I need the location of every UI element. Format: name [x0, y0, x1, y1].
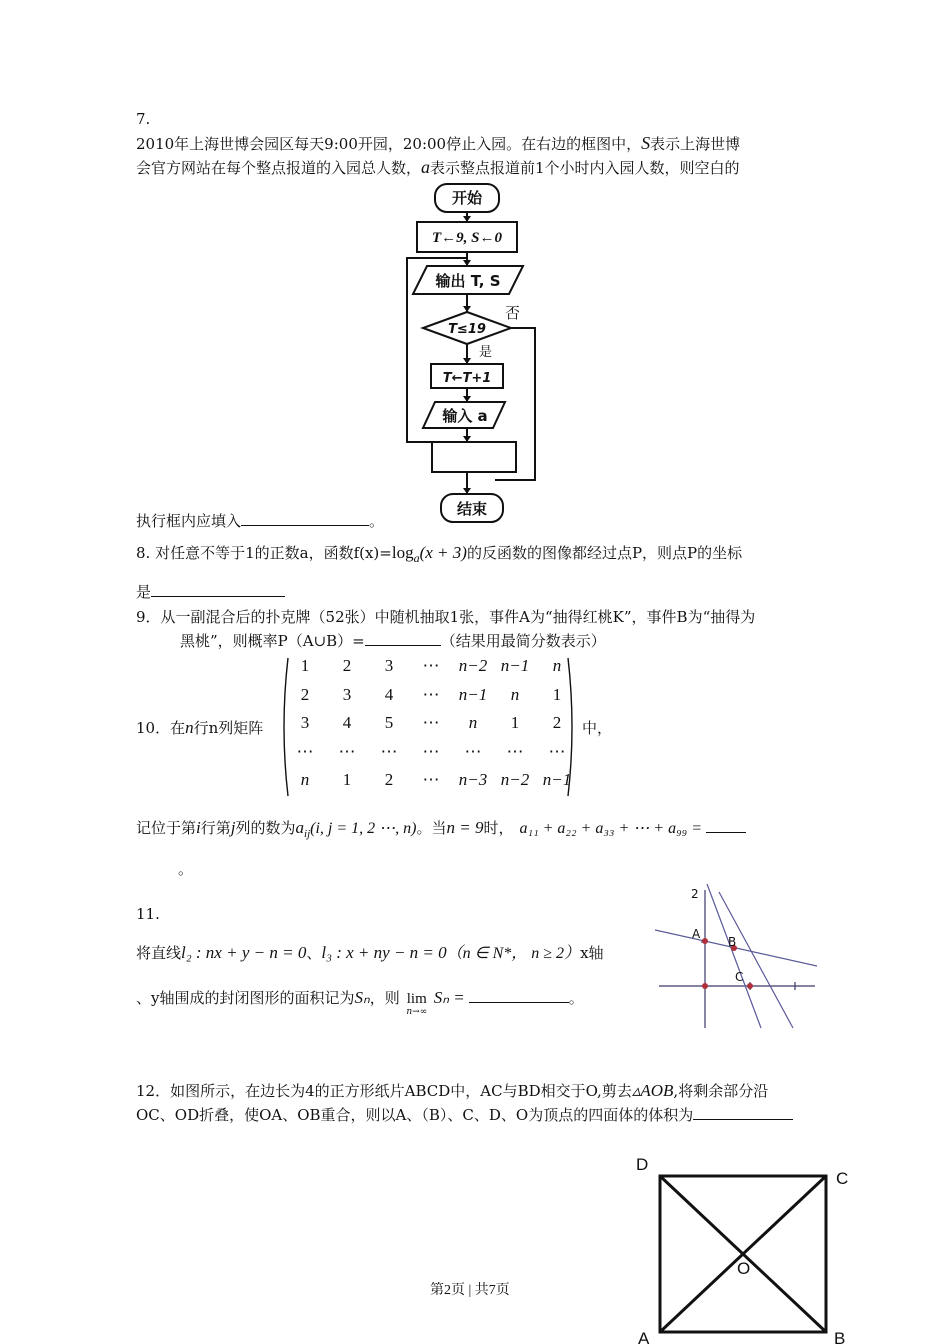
q11-line1a-text: 将直线 — [136, 944, 182, 962]
q7-line3-end: 。 — [369, 512, 385, 530]
flow-blank-box — [432, 442, 516, 472]
q10-var-j: j — [230, 818, 236, 837]
matrix-cell-r3-c7: 2 — [552, 713, 562, 732]
page-footer: 第2页 | 共7页 — [430, 1283, 510, 1298]
matrix-cell-r5-c3: 2 — [384, 770, 394, 789]
flow-no-label: 否 — [505, 304, 521, 322]
q10-line3: 。 — [178, 860, 194, 878]
flow-increment-label: T←T+1 — [442, 371, 492, 386]
flow-end-label: 结束 — [456, 500, 488, 518]
matrix-cell-r5-c1: n — [300, 770, 310, 789]
q7-var-s: S — [641, 133, 651, 153]
q11-line2c-text: 。 — [568, 989, 584, 1007]
q10-var-i: i — [196, 818, 201, 837]
q12-answer-blank[interactable] — [693, 1118, 793, 1120]
q8-answer-blank[interactable] — [151, 595, 285, 597]
q12-line2 — [136, 1104, 793, 1125]
flow-init-label: T←9, S←0 — [431, 230, 503, 246]
matrix-cell-r5-c7: n−1 — [542, 770, 572, 789]
q9-line2a-text: 黑桃”，则概率P（A∪B）= — [180, 632, 365, 650]
q10-line2e-text: 时， — [483, 819, 514, 837]
q10-matrix — [278, 654, 578, 800]
matrix-cell-r1-c7: n — [552, 656, 562, 675]
q11-line1 — [136, 940, 604, 963]
q10-line2b-text: 行第 — [200, 819, 231, 837]
matrix-cell-r1-c5: n−2 — [458, 656, 488, 675]
q8-log-arg: (x + 3) — [419, 543, 467, 562]
q8-line1 — [136, 542, 742, 566]
matrix-cell-r5-c6: n−2 — [500, 770, 530, 789]
q7-line1 — [136, 133, 740, 154]
flow-start-label: 开始 — [451, 189, 483, 207]
matrix-cell-r3-c4: ⋯ — [422, 713, 440, 732]
q10-answer-blank[interactable] — [706, 831, 746, 833]
q7-line1-text: 2010年上海世博会园区每天9:00开园，20:00停止入园。在右边的框图中， — [136, 135, 642, 153]
matrix-cell-r2-c6: n — [510, 684, 520, 704]
matrix-cell-r4-c5: ⋯ — [464, 741, 482, 761]
matrix-cell-r4-c1: ⋯ — [296, 741, 314, 761]
matrix-cell-r2-c4: ⋯ — [422, 684, 440, 704]
q8-log-base: a — [413, 551, 420, 565]
q11-line2 — [136, 987, 584, 1017]
q9-answer-blank[interactable] — [365, 644, 441, 646]
q10-suffix: 中， — [582, 719, 613, 737]
flow-output-label: 输出 T, S — [435, 272, 501, 290]
matrix-cell-r4-c3: ⋯ — [380, 741, 398, 761]
q12-figure — [630, 1150, 860, 1344]
matrix-cell-r3-c6: 1 — [510, 713, 520, 732]
q7-number: 7. — [136, 110, 151, 128]
q10-line2d-text: 。当 — [416, 819, 447, 837]
q10-prefix — [136, 717, 263, 738]
graph-label-a: A — [692, 927, 701, 941]
q8-line2-text: 是 — [136, 583, 152, 601]
flowchart — [395, 178, 555, 530]
q9-line2b-text: （结果用最简分数表示） — [440, 632, 606, 650]
matrix-cell-r1-c2: 2 — [342, 656, 352, 675]
q11-line1b-text: x轴 — [580, 944, 604, 962]
matrix-cell-r3-c1: 3 — [300, 713, 310, 732]
matrix-cell-r2-c1: 2 — [300, 684, 310, 704]
q10-aij-args: (i, j = 1, 2 ⋯, n) — [310, 820, 417, 837]
q12-line2-text: OC、OD折叠，使OA、OB重合，则以A、（B）、C、D、O为顶点的四面体的体积为 — [136, 1106, 694, 1124]
flow-condition-label: T≤19 — [448, 322, 486, 337]
q11-line2b-text: ，则 — [369, 989, 400, 1007]
q9-line2 — [180, 630, 606, 651]
q12-triangle: ▵AOB — [631, 1081, 674, 1100]
q11-graph — [655, 882, 817, 1030]
q10-line2 — [136, 817, 746, 840]
q11-l2: l₂ : nx + y − n = 0 — [181, 943, 307, 962]
q10-var-n: n — [185, 718, 194, 737]
matrix-cell-r3-c2: 4 — [342, 713, 352, 732]
q8-line2 — [136, 581, 285, 602]
matrix-cell-r3-c3: 5 — [384, 713, 394, 732]
graph-label-c: C — [735, 970, 744, 984]
q10-prefix-a: 10．在 — [136, 719, 186, 737]
matrix-cell-r1-c6: n−1 — [500, 656, 530, 675]
q11-number: 11. — [136, 905, 160, 923]
graph-label-2: 2 — [691, 887, 699, 901]
figure-label-d: D — [636, 1155, 649, 1174]
matrix-cell-r2-c7: 1 — [552, 684, 562, 704]
matrix-cell-r5-c4: ⋯ — [422, 770, 440, 789]
matrix-cell-r1-c1: 1 — [300, 656, 310, 675]
matrix-cell-r5-c5: n−3 — [458, 770, 488, 789]
q7-line2b-text: 表示整点报道前1个小时内入园人数，则空白的 — [430, 159, 740, 177]
flow-input-label: 输入 a — [442, 407, 488, 425]
q8-line1a-text: 8. 对任意不等于1的正数a，函数f(x)= — [136, 544, 392, 562]
q7-line3-text: 执行框内应填入 — [136, 512, 242, 530]
q11-sep: 、 — [306, 944, 322, 962]
matrix-cell-r2-c2: 3 — [342, 684, 352, 704]
q12-line1b-text: ,将剩余部分沿 — [673, 1082, 769, 1100]
matrix-cell-r5-c2: 1 — [342, 770, 352, 789]
matrix-cell-r1-c4: ⋯ — [422, 656, 440, 675]
q10-prefix-b: 行n列矩阵 — [193, 719, 264, 737]
q7-line2a-text: 会官方网站在每个整点报道的入园总人数， — [136, 159, 422, 177]
q8-log: log — [391, 543, 414, 562]
q12-line1 — [136, 1080, 768, 1101]
q10-line2a-text: 记位于第 — [136, 819, 197, 837]
matrix-cell-r4-c7: ⋯ — [548, 741, 566, 761]
q9-line1: 9．从一副混合后的扑克牌（52张）中随机抽取1张，事件A为“抽得红桃K”，事件B为“抽得为 — [136, 608, 756, 626]
figure-label-c: C — [836, 1169, 849, 1188]
q11-cond: （n ∈ N*， n ≥ 2） — [446, 945, 581, 962]
matrix-cell-r2-c5: n−1 — [458, 684, 488, 704]
figure-label-a: A — [638, 1329, 650, 1344]
matrix-cell-r3-c5: n — [468, 713, 478, 732]
matrix-cell-r4-c2: ⋯ — [338, 741, 356, 761]
q11-lim-sn: Sₙ = — [433, 988, 465, 1007]
q10-aij-sub: ij — [304, 828, 311, 840]
q7-line1b-text: 表示上海世博 — [650, 135, 741, 153]
q7-line3 — [136, 510, 384, 531]
matrix-cell-r1-c3: 3 — [384, 656, 394, 675]
matrix-cell-r2-c3: 4 — [384, 684, 394, 704]
q10-aij: a — [295, 818, 305, 837]
q10-sum: a₁₁ + a₂₂ + a₃₃ + ⋯ + a₉₉ = — [519, 820, 702, 837]
q8-line1b-text: 的反函数的图像都经过点P，则点P的坐标 — [466, 544, 743, 562]
matrix-cell-r4-c6: ⋯ — [506, 741, 524, 761]
q11-answer-blank[interactable] — [469, 1001, 569, 1003]
graph-label-b: B — [728, 935, 737, 949]
flow-yes-label: 是 — [479, 345, 493, 360]
q11-lim: lim — [406, 991, 427, 1007]
q7-line2 — [136, 157, 740, 178]
graph-point-origin — [702, 983, 708, 989]
figure-label-b: B — [834, 1329, 846, 1344]
q11-line2a-text: 、y轴围成的封闭图形的面积记为 — [136, 989, 355, 1007]
q12-line1a-text: 12．如图所示，在边长为4的正方形纸片ABCD中，AC与BD相交于O,剪去 — [136, 1082, 632, 1100]
figure-label-o: O — [737, 1259, 751, 1278]
q11-sn: Sₙ — [354, 988, 370, 1007]
matrix-cell-r4-c4: ⋯ — [422, 741, 440, 761]
q7-answer-blank[interactable] — [241, 524, 369, 526]
graph-point-c — [747, 983, 753, 989]
q11-l3: l₃ : x + ny − n = 0 — [321, 943, 447, 962]
q7-var-a: a — [421, 157, 431, 177]
q11-lim-sub: n→∞ — [406, 1007, 428, 1017]
q10-n-eq: n = 9 — [446, 818, 484, 837]
q10-line2c-text: 列的数为 — [235, 819, 296, 837]
graph-point-a — [702, 938, 708, 944]
